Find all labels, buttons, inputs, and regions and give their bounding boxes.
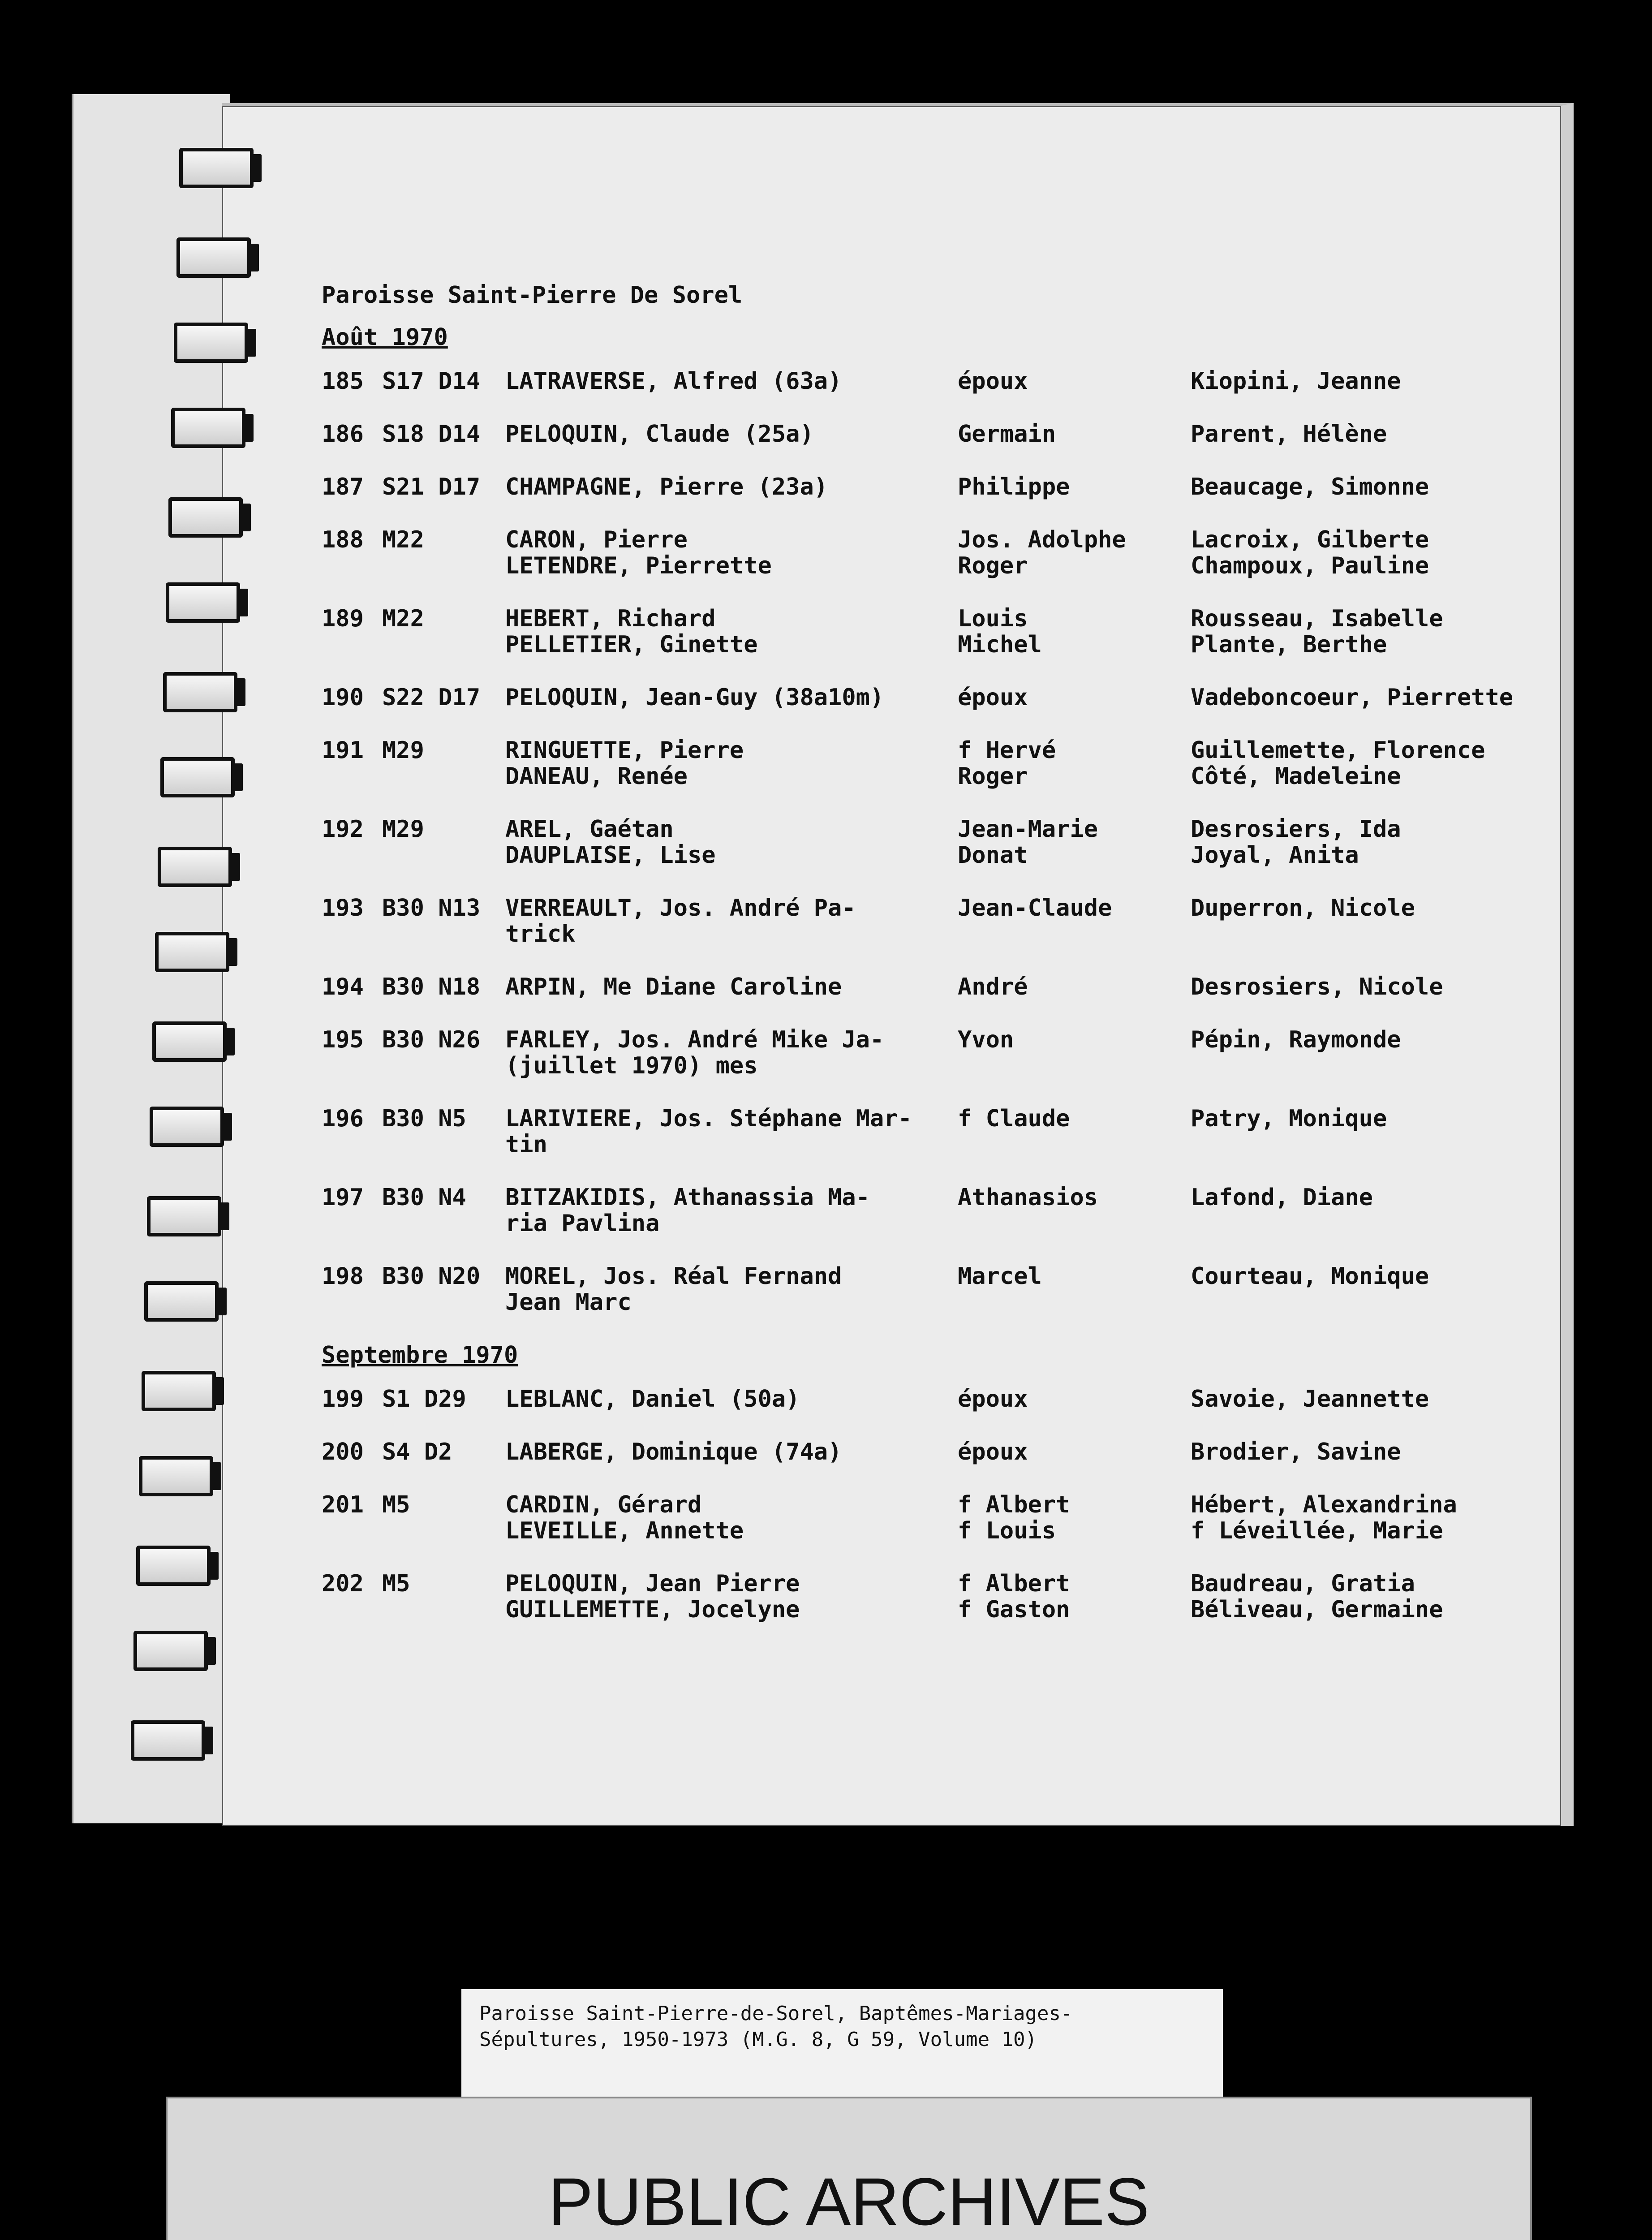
- entry-number: 196: [322, 1105, 364, 1132]
- entry-father-column: [958, 1571, 1191, 1623]
- entry-name: GUILLEMETTE, Jocelyne: [505, 1596, 800, 1623]
- caption-line-1: Paroisse Saint-Pierre-de-Sorel, Baptêmes-Mariages-: [479, 2002, 1073, 2025]
- binder-ring: [166, 582, 240, 623]
- entry-father: Jos. Adolphe: [958, 526, 1126, 553]
- entry-father-column: [958, 421, 1191, 447]
- entry-mother: Desrosiers, Nicole: [1191, 974, 1443, 1000]
- binder-ring: [176, 237, 251, 278]
- archives-english: PUBLIC ARCHIVES: [548, 2164, 1150, 2239]
- entry-father: époux: [958, 368, 1028, 395]
- entry-name: LEBLANC, Daniel (50a): [505, 1386, 800, 1413]
- entry-number: 185: [322, 368, 364, 395]
- entry-name: MOREL, Jos. Réal Fernand: [505, 1263, 842, 1290]
- entry-code: M5: [382, 1570, 410, 1597]
- entry-number: 188: [322, 526, 364, 553]
- entry-name: ria Pavlina: [505, 1210, 660, 1237]
- entry-name-column: [505, 816, 949, 868]
- entry-father-column: [958, 974, 1191, 1000]
- register-entry: [322, 1027, 1558, 1079]
- entry-mother: Baudreau, Gratia: [1191, 1570, 1415, 1597]
- entry-name: CARDIN, Gérard: [505, 1491, 702, 1518]
- page-title: Paroisse Saint-Pierre De Sorel: [322, 282, 743, 309]
- entry-father: André: [958, 974, 1028, 1000]
- entry-name-column: [505, 606, 949, 658]
- entry-father-column: [958, 1263, 1191, 1289]
- entry-name-column: [505, 368, 949, 394]
- entry-mother: Hébert, Alexandrina: [1191, 1491, 1457, 1518]
- entry-mother-column: [1191, 368, 1594, 394]
- entry-code: M22: [382, 526, 424, 553]
- binder-ring: [131, 1720, 205, 1761]
- entry-mother: Joyal, Anita: [1191, 842, 1359, 869]
- binder-ring: [171, 408, 245, 448]
- entry-mother-column: [1191, 685, 1594, 711]
- entry-mother-column: [1191, 1106, 1594, 1132]
- entry-code: S21 D17: [382, 474, 481, 500]
- entry-mother-column: [1191, 1492, 1594, 1544]
- entry-mother-column: [1191, 737, 1594, 789]
- entry-number: 191: [322, 737, 364, 764]
- entry-name-column: [505, 1492, 949, 1544]
- entry-father: f Claude: [958, 1105, 1070, 1132]
- entry-number: 186: [322, 421, 364, 448]
- register-entry: [322, 895, 1558, 947]
- entry-name: Jean Marc: [505, 1289, 632, 1316]
- entry-mother-column: [1191, 1439, 1594, 1465]
- entry-mother: Duperron, Nicole: [1191, 895, 1415, 922]
- entry-name: PELOQUIN, Jean-Guy (38a10m): [505, 684, 884, 711]
- entry-name: DAUPLAISE, Lise: [505, 842, 716, 869]
- entry-code: M29: [382, 737, 424, 764]
- entry-number: 199: [322, 1386, 364, 1413]
- entry-father: époux: [958, 684, 1028, 711]
- binder-ring: [133, 1631, 208, 1671]
- entry-father-column: [958, 816, 1191, 868]
- entry-father-column: [958, 1185, 1191, 1210]
- entry-code: S18 D14: [382, 421, 481, 448]
- entry-code: B30 N5: [382, 1105, 466, 1132]
- entry-number: 193: [322, 895, 364, 922]
- entry-name: CARON, Pierre: [505, 526, 688, 553]
- entry-father: Michel: [958, 631, 1042, 658]
- entry-name: HEBERT, Richard: [505, 605, 716, 632]
- entry-mother-column: [1191, 816, 1594, 868]
- entry-father: Donat: [958, 842, 1028, 869]
- entry-father: époux: [958, 1386, 1028, 1413]
- entry-mother: Pépin, Raymonde: [1191, 1026, 1401, 1053]
- entry-mother-column: [1191, 1386, 1594, 1412]
- entry-name-column: [505, 1185, 949, 1236]
- register-entry: [322, 737, 1558, 789]
- entry-mother-column: [1191, 1027, 1594, 1053]
- entry-mother: Lafond, Diane: [1191, 1184, 1373, 1211]
- entry-mother: Desrosiers, Ida: [1191, 816, 1401, 843]
- entry-name: RINGUETTE, Pierre: [505, 737, 744, 764]
- register-entry: [322, 1571, 1558, 1623]
- binder-ring: [158, 847, 232, 887]
- entry-name: AREL, Gaétan: [505, 816, 674, 843]
- entry-father: Yvon: [958, 1026, 1014, 1053]
- entry-mother: Vadeboncoeur, Pierrette: [1191, 684, 1514, 711]
- entry-father: Jean-Claude: [958, 895, 1112, 922]
- entry-code: S4 D2: [382, 1439, 452, 1465]
- entry-mother-column: [1191, 606, 1594, 658]
- entry-father-column: [958, 527, 1191, 579]
- entry-father-column: [958, 474, 1191, 500]
- binder-ring: [136, 1546, 211, 1586]
- register-entry: [322, 816, 1558, 868]
- entry-name-column: [505, 527, 949, 579]
- entry-name-column: [505, 737, 949, 789]
- entry-mother: Lacroix, Gilberte: [1191, 526, 1429, 553]
- entry-mother-column: [1191, 527, 1594, 579]
- entry-name: PELOQUIN, Claude (25a): [505, 421, 814, 448]
- entry-mother: Plante, Berthe: [1191, 631, 1387, 658]
- register-content: [322, 282, 1558, 1650]
- month-sections: [322, 324, 1558, 1623]
- binder-ring: [174, 323, 248, 363]
- entry-code: B30 N4: [382, 1184, 466, 1211]
- entry-number: 187: [322, 474, 364, 500]
- entry-father: Roger: [958, 552, 1028, 579]
- entry-father: Jean-Marie: [958, 816, 1098, 843]
- entry-name-column: [505, 1263, 949, 1315]
- entry-father: époux: [958, 1439, 1028, 1465]
- entry-name-column: [505, 474, 949, 500]
- entry-mother-column: [1191, 1185, 1594, 1210]
- entry-number: 194: [322, 974, 364, 1000]
- entry-father: Germain: [958, 421, 1056, 448]
- archive-caption: [461, 1989, 1223, 2101]
- binder-ring: [152, 1021, 227, 1062]
- caption-line-2: Sépultures, 1950-1973 (M.G. 8, G 59, Volume 10): [479, 2028, 1037, 2051]
- entry-name: VERREAULT, Jos. André Pa-: [505, 895, 856, 922]
- entry-code: B30 N18: [382, 974, 481, 1000]
- entry-name: DANEAU, Renée: [505, 763, 688, 790]
- entry-number: 195: [322, 1026, 364, 1053]
- entry-number: 189: [322, 605, 364, 632]
- entry-name-column: [505, 1386, 949, 1412]
- entry-name: LETENDRE, Pierrette: [505, 552, 772, 579]
- month-heading: Août 1970: [322, 324, 448, 351]
- entry-name: BITZAKIDIS, Athanassia Ma-: [505, 1184, 870, 1211]
- entry-code: B30 N13: [382, 895, 481, 922]
- entry-code: S1 D29: [382, 1386, 466, 1413]
- entry-mother: Patry, Monique: [1191, 1105, 1387, 1132]
- entry-father: f Albert: [958, 1570, 1070, 1597]
- entry-mother: Savoie, Jeannette: [1191, 1386, 1429, 1413]
- register-entry: [322, 421, 1558, 447]
- month-heading: Septembre 1970: [322, 1342, 518, 1369]
- entry-number: 198: [322, 1263, 364, 1290]
- entry-name-column: [505, 974, 949, 1000]
- entry-name-column: [505, 685, 949, 711]
- entry-mother: Champoux, Pauline: [1191, 552, 1429, 579]
- binder-ring: [168, 497, 243, 538]
- register-entry: [322, 1106, 1558, 1158]
- entry-father: f Hervé: [958, 737, 1056, 764]
- entry-father-column: [958, 1439, 1191, 1465]
- binder-ring: [147, 1196, 221, 1236]
- entry-father-column: [958, 606, 1191, 658]
- entry-name: (juillet 1970) mes: [505, 1052, 758, 1079]
- entry-father-column: [958, 1386, 1191, 1412]
- entry-mother: f Léveillée, Marie: [1191, 1517, 1443, 1544]
- entry-father-column: [958, 1106, 1191, 1132]
- entry-father: f Gaston: [958, 1596, 1070, 1623]
- entry-father-column: [958, 1492, 1191, 1544]
- entry-number: 197: [322, 1184, 364, 1211]
- entry-father-column: [958, 895, 1191, 921]
- entry-father: f Louis: [958, 1517, 1056, 1544]
- entry-name-column: [505, 895, 949, 947]
- binder-ring: [160, 757, 235, 797]
- entry-mother-column: [1191, 1571, 1594, 1623]
- entry-number: 200: [322, 1439, 364, 1465]
- entry-mother: Brodier, Savine: [1191, 1439, 1401, 1465]
- entry-number: 192: [322, 816, 364, 843]
- binder-ring: [155, 932, 229, 972]
- entry-name: PELOQUIN, Jean Pierre: [505, 1570, 800, 1597]
- entry-name: CHAMPAGNE, Pierre (23a): [505, 474, 828, 500]
- entry-code: S22 D17: [382, 684, 481, 711]
- entry-father: Roger: [958, 763, 1028, 790]
- entry-mother: Parent, Hélène: [1191, 421, 1387, 448]
- entry-name-column: [505, 1106, 949, 1158]
- entry-father: Athanasios: [958, 1184, 1098, 1211]
- register-entry: [322, 1439, 1558, 1465]
- entry-name-column: [505, 1027, 949, 1079]
- entry-mother: Béliveau, Germaine: [1191, 1596, 1443, 1623]
- entry-code: S17 D14: [382, 368, 481, 395]
- entry-name-column: [505, 421, 949, 447]
- entry-mother-column: [1191, 421, 1594, 447]
- entry-father-column: [958, 1027, 1191, 1053]
- register-entry: [322, 1386, 1558, 1412]
- entry-name: FARLEY, Jos. André Mike Ja-: [505, 1026, 884, 1053]
- entry-father: Louis: [958, 605, 1028, 632]
- entry-name: LEVEILLE, Annette: [505, 1517, 744, 1544]
- binder-ring: [142, 1371, 216, 1411]
- register-entry: [322, 527, 1558, 579]
- entry-number: 190: [322, 684, 364, 711]
- entry-mother: Côté, Madeleine: [1191, 763, 1401, 790]
- entry-father-column: [958, 368, 1191, 394]
- entry-name: tin: [505, 1131, 547, 1158]
- binder-ring: [139, 1456, 213, 1496]
- entry-name: ARPIN, Me Diane Caroline: [505, 974, 842, 1000]
- entry-name: trick: [505, 921, 576, 948]
- entry-name-column: [505, 1571, 949, 1623]
- entry-name: LABERGE, Dominique (74a): [505, 1439, 842, 1465]
- binder-ring: [179, 148, 254, 188]
- entry-name: PELLETIER, Ginette: [505, 631, 758, 658]
- entry-mother: Beaucage, Simonne: [1191, 474, 1429, 500]
- entry-code: M5: [382, 1491, 410, 1518]
- entry-mother: Kiopini, Jeanne: [1191, 368, 1401, 395]
- archives-plate: [166, 2097, 1532, 2240]
- entry-code: M22: [382, 605, 424, 632]
- entry-mother: Guillemette, Florence: [1191, 737, 1485, 764]
- entry-mother-column: [1191, 1263, 1594, 1289]
- entry-father: Marcel: [958, 1263, 1042, 1290]
- entry-mother: Courteau, Monique: [1191, 1263, 1429, 1290]
- entry-father: f Albert: [958, 1491, 1070, 1518]
- binder-ring: [150, 1107, 224, 1147]
- register-entry: [322, 474, 1558, 500]
- entry-code: B30 N20: [382, 1263, 481, 1290]
- entry-mother-column: [1191, 474, 1594, 500]
- binder-ring: [163, 672, 237, 712]
- register-entry: [322, 685, 1558, 711]
- entry-code: M29: [382, 816, 424, 843]
- register-entry: [322, 1263, 1558, 1315]
- register-entry: [322, 974, 1558, 1000]
- entry-mother-column: [1191, 974, 1594, 1000]
- register-entry: [322, 368, 1558, 394]
- entry-number: 201: [322, 1491, 364, 1518]
- entry-father-column: [958, 737, 1191, 789]
- entry-father: Philippe: [958, 474, 1070, 500]
- entry-mother: Rousseau, Isabelle: [1191, 605, 1443, 632]
- entry-father-column: [958, 685, 1191, 711]
- register-entry: [322, 606, 1558, 658]
- entry-number: 202: [322, 1570, 364, 1597]
- entry-name: LATRAVERSE, Alfred (63a): [505, 368, 842, 395]
- entry-mother-column: [1191, 895, 1594, 921]
- binder-ring: [144, 1281, 219, 1322]
- entry-name: LARIVIERE, Jos. Stéphane Mar-: [505, 1105, 912, 1132]
- entry-name-column: [505, 1439, 949, 1465]
- register-entry: [322, 1185, 1558, 1236]
- entry-code: B30 N26: [382, 1026, 481, 1053]
- register-entry: [322, 1492, 1558, 1544]
